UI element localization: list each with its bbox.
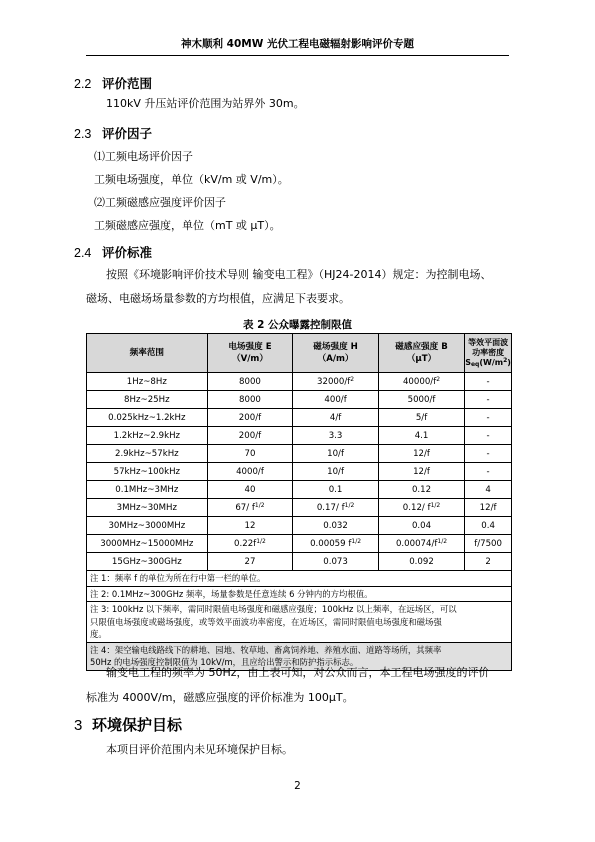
table-cell-freq: 8Hz~25Hz [87,391,208,409]
table-row [87,445,512,463]
header-h-field: 磁场强度 H （A/m） [293,334,379,373]
section-2-2-text: 110kV 升压站评价范围为站界外 30m。 [106,97,305,110]
section-title: 评价标准 [102,245,153,260]
table-cell-h: 10/f [293,463,379,481]
table-cell-b: 5000/f [378,391,464,409]
header-frequency: 频率范围 [87,334,208,373]
table-cell-e: 8000 [207,373,293,391]
table-cell-s: - [465,427,512,445]
table-row [87,373,512,391]
table-cell-s: - [465,373,512,391]
table-cell-h: $32000/f^2$ [293,373,379,391]
section-2-4-para-line-2: 磁场、电磁场场量参数的方均根值，应满足下表要求。 [86,292,350,305]
table-cell-freq: 2.9kHz~57kHz [87,445,208,463]
table-caption: 表 2 公众曝露控制限值 [242,319,353,331]
table-cell-e: 200/f [207,409,293,427]
table-cell-e: 8000 [207,391,293,409]
header-b-field: 磁感应强度 B （μT） [378,334,464,373]
header-rule [86,55,509,56]
table-cell-h: 0.17/ $f^{1/2}$ [293,499,379,517]
table-cell-b: 0.12 [378,481,464,499]
conclusion-line-1: 输变电工程的频率为 50Hz，由上表可知，对公众而言，本工程电场强度的评价 [106,666,490,679]
page-number: 2 [294,780,301,792]
running-header: 神木顺利 40MW 光伏工程电磁辐射影响评价专题 [181,38,414,50]
header-power-density: 等效平面波 功率密度 $S_{eq}(W/m^2)$ [465,334,512,373]
table-cell-s: f/7500 [465,535,512,553]
table-row [87,553,512,571]
table-row [87,391,512,409]
table-cell-freq: 15GHz~300GHz [87,553,208,571]
table-row [87,427,512,445]
table-cell-s: - [465,445,512,463]
table-cell-freq: 1Hz~8Hz [87,373,208,391]
header-e-field: 电场强度 E （V/m） [207,334,293,373]
table-cell-h: 3.3 [293,427,379,445]
table-cell-freq: 30MHz~3000MHz [87,517,208,535]
exposure-limit-table [86,333,512,671]
table-cell-s: 2 [465,553,512,571]
table-cell-freq: 3MHz~30MHz [87,499,208,517]
section-3-text: 本项目评价范围内未见环境保护目标。 [106,743,293,756]
section-title: 评价范围 [102,76,153,91]
table-note-row [87,586,512,602]
table-note-row [87,571,512,587]
table-cell-b: $0.00074/f^{1/2}$ [378,535,464,553]
table-cell-freq: 57kHz~100kHz [87,463,208,481]
table-cell-h: 0.1 [293,481,379,499]
section-2-4-para-line-1: 按照《环境影响评价技术导则 输变电工程》（HJ24-2014）规定：为控制电场、 [106,268,492,281]
table-cell-freq: 0.1MHz~3MHz [87,481,208,499]
table-cell-freq: 3000MHz~15000MHz [87,535,208,553]
section-2-4-heading [74,243,152,261]
factor-2-title: ⑵工频磁感应强度评价因子 [94,196,226,209]
table-note-row [87,602,512,643]
section-number: 2.4 [74,246,92,260]
table-cell-e: 70 [207,445,293,463]
table-cell-b: $40000/f^2$ [378,373,464,391]
table-cell-s: - [465,391,512,409]
table-cell-e: 67/ $f^{1/2}$ [207,499,293,517]
section-2-3-heading [74,124,152,142]
section-number: 2.2 [74,77,92,91]
table-cell-s: - [465,463,512,481]
table-cell-e: 4000/f [207,463,293,481]
section-number: 2.3 [74,127,92,141]
table-cell-b: 0.092 [378,553,464,571]
table-cell-s: 12/f [465,499,512,517]
table-cell-h: 0.00059 $f^{1/2}$ [293,535,379,553]
section-number: 3 [74,717,83,734]
table-cell-e: 40 [207,481,293,499]
table-row [87,499,512,517]
conclusion-line-2: 标准为 4000V/m，磁感应强度的评价标准为 100μT。 [86,691,354,704]
table-cell-e: 200/f [207,427,293,445]
table-cell-h: 400/f [293,391,379,409]
note-4: 注 4：架空输电线路线下的耕地、园地、牧草地、畜禽饲养地、养殖水面、道路等场所，其频率 50Hz 的电场强度控制限值为 10kV/m，且应给出警示和防护指示标志。 [87,642,512,670]
table-cell-h: 0.032 [293,517,379,535]
table-cell-freq: 0.025kHz~1.2kHz [87,409,208,427]
table-cell-e: 12 [207,517,293,535]
table-cell-b: 4.1 [378,427,464,445]
table-header-row [87,334,512,373]
note-2: 注 2: 0.1MHz~300GHz 频率，场量参数是任意连续 6 分钟内的方均根值。 [87,586,512,602]
table-cell-e: 27 [207,553,293,571]
section-title: 评价因子 [102,126,153,141]
factor-2-text: 工频磁感应强度，单位（mT 或 μT）。 [94,219,281,232]
table-cell-h: 10/f [293,445,379,463]
table-cell-s: - [465,409,512,427]
table-cell-b: 0.04 [378,517,464,535]
table-row [87,409,512,427]
table-row [87,463,512,481]
table-row [87,481,512,499]
table-cell-h: 4/f [293,409,379,427]
table-cell-e: $0.22f^{1/2}$ [207,535,293,553]
note-1: 注 1：频率 f 的单位为所在行中第一栏的单位。 [87,571,512,587]
section-2-2-heading [74,74,152,92]
table-row [87,517,512,535]
table-cell-freq: 1.2kHz~2.9kHz [87,427,208,445]
section-3-heading [74,714,182,735]
table-cell-s: 0.4 [465,517,512,535]
section-title: 环境保护目标 [92,716,183,734]
table-cell-b: 12/f [378,445,464,463]
table-cell-s: 4 [465,481,512,499]
note-3: 注 3: 100kHz 以下频率，需同时限值电场强度和磁感应强度；100kHz 以上频率，在远场区，可以 只限值电场强度或磁场强度，或等效平面波功率密度，在近场区，需同时限值电场强度和磁场强 度。 [87,602,512,643]
table-cell-b: 0.12/ $f^{1/2}$ [378,499,464,517]
table-cell-h: 0.073 [293,553,379,571]
table-cell-b: 5/f [378,409,464,427]
factor-1-text: 工频电场强度，单位（kV/m 或 V/m）。 [94,173,289,186]
table-cell-b: 12/f [378,463,464,481]
factor-1-title: ⑴工频电场评价因子 [94,150,193,163]
table-row [87,535,512,553]
